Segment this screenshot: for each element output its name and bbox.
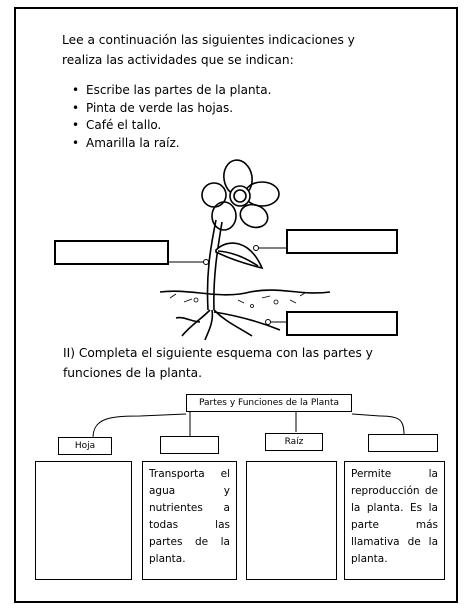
- function-box-3[interactable]: [246, 461, 337, 580]
- function-box-1[interactable]: [35, 461, 132, 580]
- instruction-item: • Amarilla la raíz.: [72, 135, 271, 153]
- instruction-item: • Escribe las partes de la planta.: [72, 82, 271, 100]
- part-box-empty-1[interactable]: [160, 436, 219, 454]
- function-box-2: Transporta el agua y nutrientes a todas las partes de la planta.: [142, 461, 237, 580]
- instruction-item: • Café el tallo.: [72, 117, 271, 135]
- schema-title: Partes y Funciones de la Planta: [186, 394, 352, 412]
- part-box-hoja: Hoja: [58, 437, 112, 455]
- section-2-text: II) Completa el siguiente esquema con las partes y funciones de la planta.: [63, 346, 373, 380]
- instruction-item: • Pinta de verde las hojas.: [72, 100, 271, 118]
- part-box-raiz: Raíz: [265, 433, 323, 451]
- part-box-empty-2[interactable]: [368, 434, 438, 452]
- intro-text: Lee a continuación las siguientes indicaciones y realiza las actividades que se indican:: [62, 33, 355, 67]
- function-box-4: Permite la reproducción de la planta. Es la parte más llamativa de la planta.: [344, 461, 445, 580]
